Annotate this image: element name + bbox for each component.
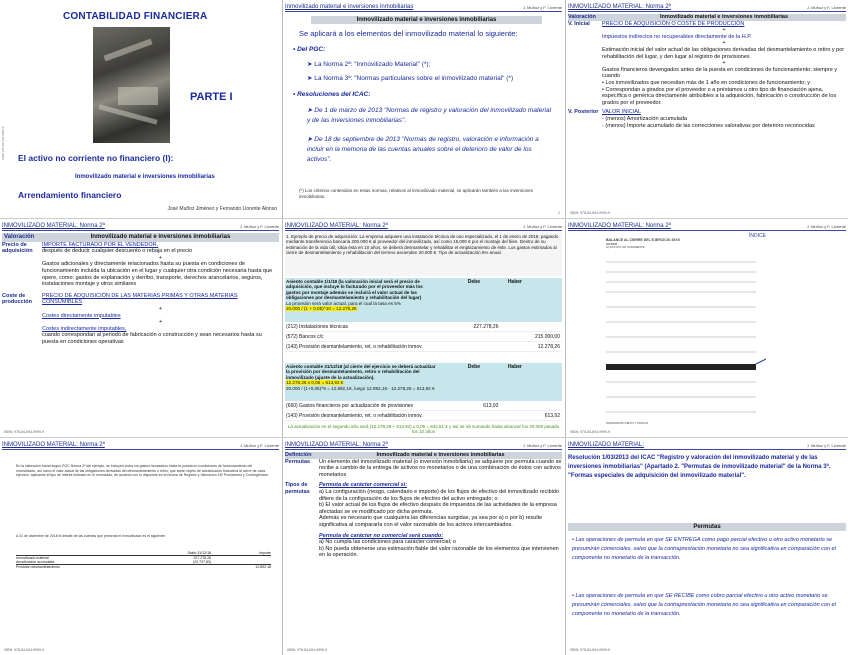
slide-header: INMOVILIZADO MATERIAL: Norma 2ª J. Muñoz y F. Llorente <box>568 223 846 229</box>
footer: ISBN: 978-84-694-9999-9 <box>4 430 45 434</box>
slide-header: INMOVILIZADO MATERIAL: Norma 2ª J. Muñoz y F. Llorente <box>285 442 562 448</box>
slide-header: INMOVILIZADO MATERIAL: Norma 2ª J. Muñoz y F. Llorente <box>2 223 279 229</box>
cover-authors: José Muñoz Jiménez y Fernando Llorente Alonso <box>167 206 277 212</box>
pgc-item-1: ➤ La Norma 2ª: "Inmovilizado Material" (*); <box>307 61 431 68</box>
slide-header: INMOVILIZADO MATERIAL: Norma 2ª J. Muñoz y F. Llorente <box>568 4 846 10</box>
permuta-recibe-item: • Las operaciones de permuta en que SE RECIBE como cobro parcial efectivo u otro activo monetario se presumirán comerciales, salvo que la contraprestación monetaria no sea significativa en comparación con el componente no monetario de la transacción. <box>572 593 836 617</box>
icac-item-2: ➤ De 18 de septiembre de 2013 "Normas de registro, valoración e información a incluir en la memoria de las cuentas anuales sobre el deterioro de valor de los activos". <box>307 136 539 163</box>
journal-entry-2: Asiento contable 31/12/18 (al cierre del ejercicio se deberá actualizar la provisión por desmantelamiento, retiro o rehabilitación del inmovilizado (ajuste de la actualización). 12.278,26 x 0,05 = 613,92 € 20.000 / (1+0,05)^9 = 12.892,18, luego 12.892,18 - 12.278,26 = 613,92 € Debe Haber (660) Gastos financieros por actualización de provisiones 613,92 (143) Provisión desmantelamiento, ret. o rehabilitación inmov. 613,92 <box>285 363 562 421</box>
footer: ISBN: 978-84-694-9999-9 <box>287 648 328 652</box>
slide-8-permutas[interactable] <box>283 438 564 655</box>
cover-title: CONTABILIDAD FINANCIERA <box>63 11 208 22</box>
memoria-paragraph: En la valoración inicial según PGC Norma 2ª del ejemplo, se incluyen todos los gastos necesarios hasta la puesta en condiciones de funcionamiento del inmovilizado, así como el valor actual de las obligaciones derivadas del desmantelamiento o retiro, que serán objeto de actualización financiera al cierre de cada ejercicio, aplicando el tipo de interés indicado en el enunciado, de acuerdo con lo dispuesto en la Norma de Registro y Valoración 15ª Provisiones y Contingencias. <box>16 464 269 478</box>
slide-2-normativa[interactable] <box>283 0 564 218</box>
valoracion-table: Valoración Inmovilizado material e inversiones inmobiliarias V. Inicial PRECIO DE ADQUISICIÓN O COSTE DE PRODUCCIÓN + Impuestos indirectos no recuperables directamente de la H.P. + Estimación inicial del valor actual de las obligaciones derivadas del desmantelamiento o retiro y por rehabilitación del lugar, y den lugar al registro de provisiones + Gastos financieros devengados antes de la puesta en condiciones de funcionamiento: siempre y cuando • Los inmovilizados que necesitan más de 1 año en condiciones de funcionamiento; y • Correspondan a girados por el proveedor o a préstamos u otro tipo de financiación ajena, específica o genérica directamente atribuibles a la adquisición, fabricación o construcción de los grados por el proveedor. V. Posterior VALOR INICIAL - (menos) Amortización acumulada - (menos) Importe acumulado de las correcciones valorativas por deterioro reconocidas <box>568 14 845 129</box>
resolucion-heading: Resolución 1/03/2013 del ICAC "Registro y valoración del inmovilizado material y de las inversiones inmobiliarias" (Apartado 2. "Permutas de inmovilizado material" de la Norma 3ª. "Formas especiales de adquisición del inmovilizado material". <box>568 455 831 479</box>
cover-subtitle-3: Arrendamiento financiero <box>18 190 122 200</box>
memoria-paragraph-2: A 31 de diciembre de 2018 el detalle de las cuentas que presenta el inmovilizado es el siguiente: <box>16 534 166 538</box>
footer: ISBN: 978-84-694-9999-9 <box>4 648 45 652</box>
cover-photo <box>93 27 170 143</box>
slide-6-balance[interactable] <box>566 219 848 437</box>
footer: ISBN: 978-84-694-9999-9 <box>570 430 611 434</box>
slide-5-ejemplo[interactable] <box>283 219 564 437</box>
cover-subtitle: El activo no corriente no financiero (I): <box>18 153 174 163</box>
slide-4-precio-adquisicion[interactable] <box>0 219 281 437</box>
memoria-table: Saldo 31/12/18 Importe Inmovilizado material 227.278,26 Amortización acumulada (22.727,83) Provisión desmantelamiento 12.892,18 <box>16 551 271 569</box>
icac-heading: • Resoluciones del ICAC: <box>293 91 371 98</box>
page-number: 2 <box>558 211 560 215</box>
slide-header: INMOVILIZADO MATERIAL: J. Muñoz y F. Llorente <box>568 442 846 448</box>
footer: ISBN: 978-84-694-9999-9 <box>570 211 611 215</box>
slide-3-valoracion[interactable] <box>566 0 848 218</box>
example-note: La actualización en el segundo año será (12.278,26 + 613,92) x 0,05 = 644,61 € y así se irá sumando hasta alcanzar los 20.000 pasado los 10 años <box>287 424 560 434</box>
slide-header: Inmovilizado material e inversiones inmobiliarias J. Muñoz y F. Llorente <box>285 4 562 10</box>
parte-label: PARTE I <box>190 91 233 103</box>
precio-table: Valoración Inmovilizado material e inversiones inmobiliarias Precio de adquisición IMPORTE FACTURADO POR EL VENDEDOR, después de deducir cualquier descuento o rebaja en el precio + Gastos adicionales y directamente relacionados hasta su puesta en condiciones de funcionamiento incluida la ubicación en el lugar y cualquier otra condición necesaria hasta que opere, como: gastos de explanación y derribo, transporte, derechos arancelarios, seguros, instalaciones montaje y otros similares Coste de producción PRECIO DE ADQUISICIÓN DE LAS MATERIAS PRIMAS Y OTRAS MATERIAS CONSUMIBLES + Costes directamente imputables + Costes indirectamente imputables, cuando correspondan al periodo de fabricación o construcción y sean necesarios hasta su puesta en condiciones operativas <box>2 233 279 346</box>
balance-document: ÍNDICE BALANCE AL CIERRE DEL EJERCICIO 20XX ACTIVO A) ACTIVO NO CORRIENTE PATRIMONIO NETO Y PASIVO <box>606 235 766 430</box>
footer: ISBN: 978-84-694-9999-9 <box>570 648 611 652</box>
example-intro: 1. Ejemplo de precio de adquisición: La empresa adquiere una instalación técnica de uso especializado, el 1 de enero de 2018, pagando mediante transferencia bancaria 200.000 € al proveedor del inmovilizado, así como 15.000 € por el montaje del bien. Dentro de su estimación de la vida útil, sitúa ésta en 10 años, se deberá desmantelar y rehabilitar el emplazamiento de éste. Los gastos estimados al cierre de desmantelamiento y rehabilitación del terreno ascienden 20.000 €. Tipo de actualización 5% anual. <box>285 233 562 276</box>
slide-header: INMOVILIZADO MATERIAL: Norma 2ª J. Muñoz y F. Llorente <box>2 442 279 448</box>
permuta-entrega-item: • Las operaciones de permuta en que SE ENTREGA como pago parcial efectivo u otro activo monetario se presumirán comerciales, salvo que la contraprestación monetaria no sea significativa en comparación con el componente no monetario de la transacción. <box>572 537 836 561</box>
slide-header: INMOVILIZADO MATERIAL: Norma 2ª J. Muñoz y F. Llorente <box>285 223 562 229</box>
pgc-item-2: ➤ La Norma 3ª: "Normas particulares sobre el inmovilizado material" (*) <box>307 75 514 82</box>
icac-item-1: ➤ De 1 de marzo de 2013 "Normas de registro y valoración del inmovilizado material y de las inversiones inmobiliarias". <box>307 107 552 124</box>
balance-lines <box>606 252 766 422</box>
pgc-heading: • Del PGC: <box>293 46 326 53</box>
section-bar: Inmovilizado material e inversiones inmobiliarias <box>311 16 542 24</box>
footnote: (*) Los criterios contenidos en estas normas, relativos al inmovilizado material, se aplicarán también a las inversiones inmobiliarias. <box>299 188 533 199</box>
slide-9-resolucion-permutas[interactable] <box>566 438 848 655</box>
slide-7-memoria[interactable] <box>0 438 281 655</box>
lead-text: Se aplicará a los elementos del inmovilizado material lo siguiente: <box>299 29 518 38</box>
slide-1-cover[interactable] <box>0 0 281 218</box>
journal-entry-1: Asiento contable 1/1/18 (la valoración inicial será el precio de adquisición, que incluye lo facturado por el proveedor más los gastos por montaje además se incluirá el valor actual de las obligaciones por desmantelamiento y rehabilitación del lugar) La provisión será valor actual, para el cual la tasa es 5% 20.000 / (1 + 0,05)^10 = 12.278,26 Debe Haber (212) Instalaciones técnicas 227.278,26 (572) Bancos c/c 215.000,00 (143) Provisión desmantelamiento, ret. o rehabilitación inmov. 12.278,26 <box>285 278 562 352</box>
permutas-table: Definición Inmovilizado material e inversiones inmobiliarias Permutas Un elemento del inmovilizado material (o inversión inmobiliaria) se adquiere por permuta cuando se recibe a cambio de la entrega de activos no monetarios o de una combinación de éstos con activos monetarios Tipos de permutas Permuta de carácter comercial si: a) La configuración (riesgo, calendario e importe) de los flujos de efectivo del inmovilizado recibido difiere de la configuración de los flujos de efectivo del activo entregado; o b) El valor actual de los flujos de efectivo después de impuestos de las actividades de la empresa afectadas se ve modificado por dicha permuta. Además es necesario que cualquiera las diferencias surgidas, ya sea por a) o por b) resulte significativa al compararla con el valor razonable de los activos intercambiados. Permuta de carácter no comercial será cuando: a) No cumpla las condiciones para carácter comercial; o b) No pueda obtenerse una estimación fiable del valor razonable de los elementos que intervienen en la operación. <box>285 452 562 559</box>
cover-side-isbn: ISBN 978-84-694-9999-9 <box>1 126 5 160</box>
cover-subtitle-2: Inmovilizado material e inversiones inmobiliarias <box>75 174 215 180</box>
permutas-bar: Permutas <box>568 523 846 531</box>
